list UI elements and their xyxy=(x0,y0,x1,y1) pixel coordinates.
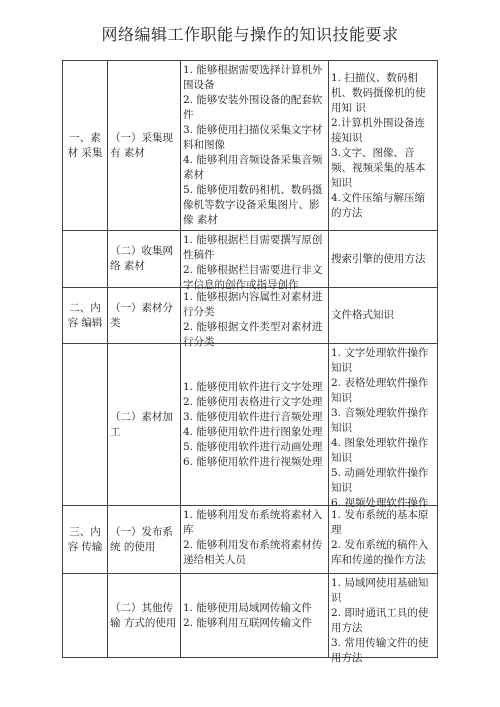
skill-item: 2. 能够根据文件类型对素材进行分类 xyxy=(183,320,323,348)
skills-cell xyxy=(181,288,329,348)
skill-item: 1. 能够使用局域网传输文件 xyxy=(183,601,312,614)
skill-item: 1. 能够使用软件进行文字处理 xyxy=(183,380,323,393)
knowledge-item: 4.文件压缩与解压缩的方法 xyxy=(331,191,426,219)
skill-item: 3. 能够使用扫描仪采集文字材料和图像 xyxy=(183,123,323,151)
skill-item: 1. 能够根据内容属性对素材进行分类 xyxy=(183,290,323,318)
knowledge-cell xyxy=(329,574,438,664)
knowledge-item: 1. 发布系统的基本原理 xyxy=(331,508,429,536)
table-row xyxy=(63,61,438,231)
subcategory-cell: （二）其他传输 方式的使用 xyxy=(108,574,181,658)
knowledge-item: 1. 文字处理软件操作知识 xyxy=(331,346,429,374)
skill-item: 1. 能够根据需要选择计算机外围设备 xyxy=(183,63,323,91)
knowledge-item: 3.文字、图像、音频、视频采集的基本知识 xyxy=(331,146,426,189)
subcategory-cell: （二）素材加工 xyxy=(108,344,181,506)
skill-item: 2. 能够安装外围设备的配套软件 xyxy=(183,93,323,121)
skills-cell xyxy=(181,506,329,574)
category-cell xyxy=(63,574,108,658)
table-row xyxy=(63,288,438,344)
knowledge-item: 2.计算机外围设备连接知识 xyxy=(331,116,426,144)
knowledge-cell xyxy=(329,288,438,344)
knowledge-item: 3. 常用传输文件的使用方法 xyxy=(331,636,429,664)
subcategory-cell: （二）收集网络 素材 xyxy=(108,231,181,288)
document-title: 网络编辑工作职能与操作的知识技能要求 xyxy=(101,25,399,44)
table-row xyxy=(63,344,438,506)
skills-cell xyxy=(181,61,329,231)
requirements-table xyxy=(62,60,438,664)
skills-cell xyxy=(181,344,329,506)
knowledge-item: 2. 发布系统的稿件入库和传递的操作方法 xyxy=(331,538,429,566)
subcategory-cell: （一）发布系统 的使用 xyxy=(108,506,181,574)
skill-item: 4. 能够利用音频设备采集音频素材 xyxy=(183,153,323,181)
category-cell: 三、内容 传输 xyxy=(63,506,108,574)
knowledge-item: 6. 视频处理软件操作 xyxy=(331,496,429,509)
skill-item: 6. 能够使用软件进行视频处理 xyxy=(183,455,323,468)
skill-item: 1. 能够利用发布系统将素材入库 xyxy=(183,508,323,536)
knowledge-cell xyxy=(329,344,438,509)
skill-item: 2. 能够利用发布系统将素材传递给相关人员 xyxy=(183,538,323,566)
skills-cell xyxy=(181,231,329,291)
skills-cell xyxy=(181,574,329,658)
skill-item: 4. 能够使用软件进行图象处理 xyxy=(183,425,323,438)
knowledge-cell xyxy=(329,231,438,288)
category-cell: 二、内容 编辑 xyxy=(63,288,108,344)
knowledge-item: 4. 图象处理软件操作知识 xyxy=(331,436,429,464)
subcategory-cell: （一）素材分类 xyxy=(108,288,181,344)
knowledge-item: 5. 动画处理软件操作知识 xyxy=(331,466,429,494)
skill-item: 2. 能够使用表格进行文字处理 xyxy=(183,395,323,408)
knowledge-item: 2. 表格处理软件操作知识 xyxy=(331,376,429,404)
knowledge-item: 1. 扫描仪、数码相机、数码摄像机的使用知 识 xyxy=(331,71,426,114)
category-cell xyxy=(63,344,108,506)
skill-item: 5. 能够使用数码相机、数码摄像机等数字设备采集图片、影像 素材 xyxy=(183,183,323,226)
skill-item: 1. 能够根据栏目需要撰写原创性稿件 xyxy=(183,233,323,261)
knowledge-item: 2. 即时通讯工具的使用方法 xyxy=(331,606,429,634)
skill-item: 5. 能够使用软件进行动画处理 xyxy=(183,440,323,453)
knowledge-item: 搜索引擎的使用方法 xyxy=(331,252,426,265)
skill-item: 2. 能够利用互联网传输文件 xyxy=(183,616,312,629)
table-row xyxy=(63,506,438,574)
knowledge-item: 文件格式知识 xyxy=(331,309,394,321)
skill-item: 2. 能够根据栏目需要进行非文字信息的创作或指导创作 xyxy=(183,263,323,291)
table-row xyxy=(63,574,438,658)
skill-item: 3. 能够使用软件进行音频处理 xyxy=(183,410,323,423)
subcategory-cell: （一）采集现有 素材 xyxy=(108,61,181,231)
knowledge-item: 1. 局域网使用基础知识 xyxy=(331,576,429,604)
category-cell xyxy=(63,231,108,288)
category-cell: 一、素材 采集 xyxy=(63,61,108,231)
knowledge-cell xyxy=(329,506,438,574)
table-row xyxy=(63,231,438,288)
knowledge-cell xyxy=(329,61,438,231)
knowledge-item: 3. 音频处理软件操作知识 xyxy=(331,406,429,434)
